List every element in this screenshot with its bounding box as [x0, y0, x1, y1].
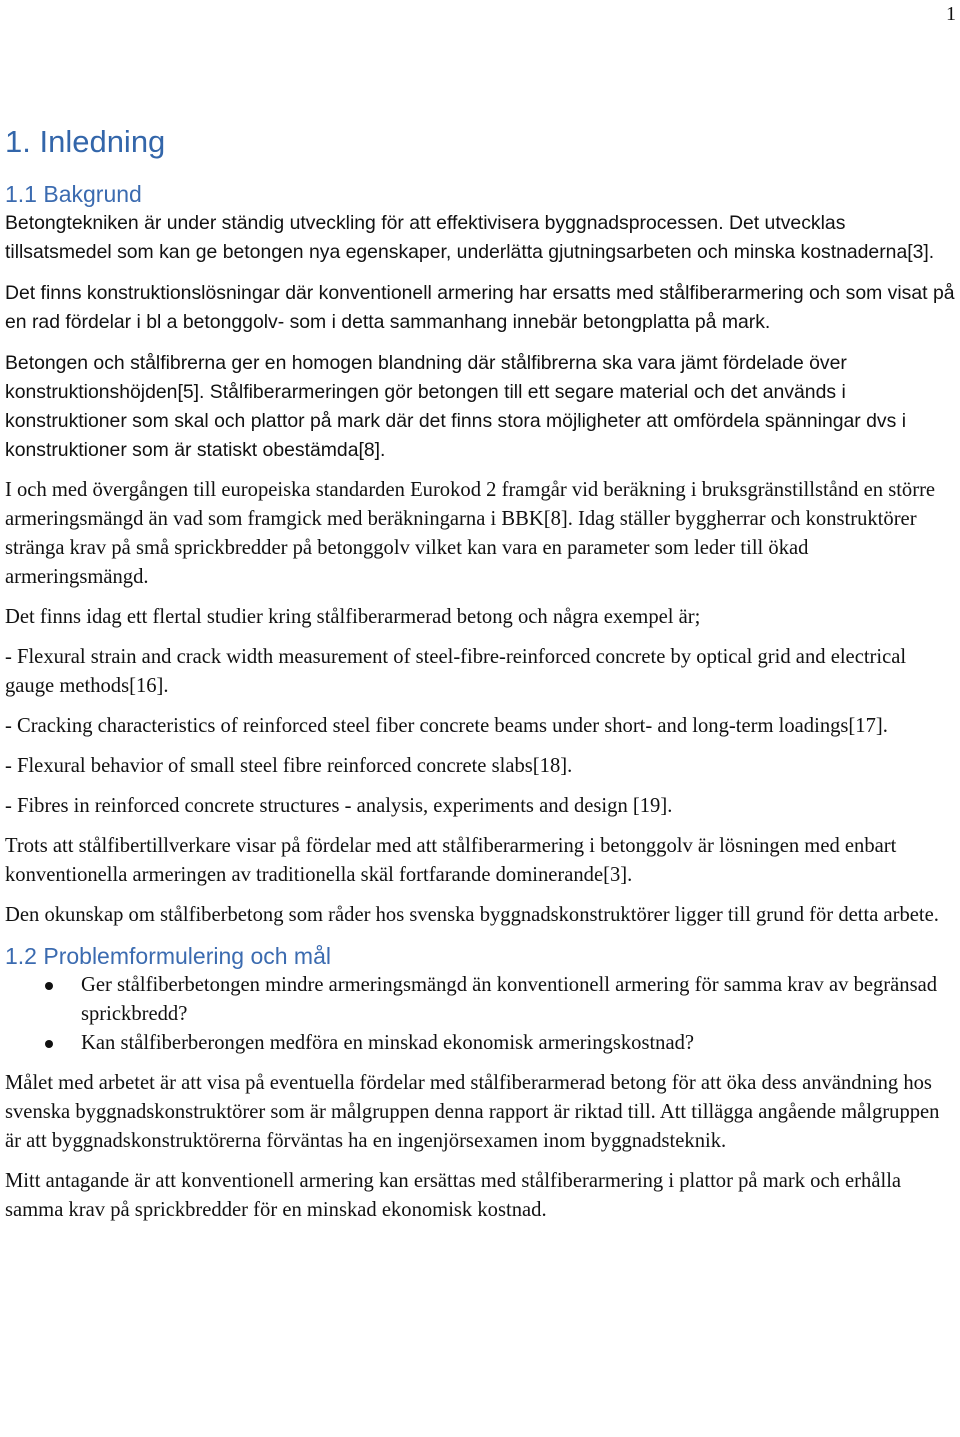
- question-list: [5, 971, 957, 1058]
- paragraph-trots: Trots att stålfibertillverkare visar på fördelar med att stålfiberarmering i betonggolv är lösningen med enbart konventionella armeringen av traditionella skäl fortfarande dominerande[3].: [5, 835, 897, 886]
- list-item-text: Kan stålfiberberongen medföra en minskad ekonomisk armeringskostnad?: [81, 1032, 695, 1054]
- list-item: [5, 971, 957, 1029]
- study-reference-18: - Flexural behavior of small steel fibre reinforced concrete slabs[18].: [5, 755, 573, 777]
- paragraph-betongtekniken: Betongtekniken är under ständig utveckling för att effektivisera byggnadsprocessen. Det utvecklas tillsatsmedel som kan ge betongen nya egenskaper, underlätta gjutningsarbeten och minska kostnaderna[3].: [5, 212, 935, 263]
- paragraph-malet: Målet med arbetet är att visa på eventuella fördelar med stålfiberarmerad betong för att öka dess användning hos svenska byggnadskonstruktörer som är målgruppen denna rapport är riktad till. Att tillägga angående målgruppen är att byggnadskonstruktörerna förväntas ha en ingenjörsexamen inom byggnadsteknik.: [5, 1072, 940, 1152]
- paragraph-studier-intro: Det finns idag ett flertal studier kring stålfiberarmerad betong och några exempel är;: [5, 606, 701, 628]
- study-reference-17: - Cracking characteristics of reinforced steel fiber concrete beams under short- and long-term loadings[17].: [5, 715, 888, 737]
- paragraph-homogen-blandning: Betongen och stålfibrerna ger en homogen blandning där stålfibrerna ska vara jämt fördelade över konstruktionshöjden[5]. Stålfiberarmeringen gör betongen till ett segare material och det används i konstruktioner som skal och plattor på mark där det finns stora möjligheter att omfördela spänningar dvs i konstruktioner som är statiskt obestämda[8].: [5, 352, 907, 461]
- chapter-heading: 1. Inledning: [5, 124, 166, 159]
- list-item: [5, 1029, 957, 1058]
- study-reference-19: - Fibres in reinforced concrete structures - analysis, experiments and design [19].: [5, 795, 673, 817]
- list-item-text: Ger stålfiberbetongen mindre armeringsmängd än konventionell armering för samma krav av begränsad sprickbredd?: [81, 974, 938, 1025]
- bullet-icon: [45, 1040, 53, 1048]
- page-number: 1: [946, 3, 956, 25]
- section-heading-problemformulering: 1.2 Problemformulering och mål: [5, 943, 331, 969]
- section-heading-bakgrund: 1.1 Bakgrund: [5, 181, 142, 207]
- page-content: [5, 118, 957, 1225]
- study-reference-16: - Flexural strain and crack width measurement of steel-fibre-reinforced concrete by optical grid and electrical gauge methods[16].: [5, 646, 907, 697]
- paragraph-konstruktionslosningar: Det finns konstruktionslösningar där konventionell armering har ersatts med stålfiberarmering och som visat på en rad fördelar i bl a betonggolv- som i detta sammanhang innebär betongplatta på mark.: [5, 282, 955, 333]
- paragraph-antagande: Mitt antagande är att konventionell armering kan ersättas med stålfiberarmering i plattor på mark och erhålla samma krav på sprickbredder för en minskad ekonomisk kostnad.: [5, 1170, 902, 1221]
- bullet-icon: [45, 982, 53, 990]
- paragraph-okunskap: Den okunskap om stålfiberbetong som råder hos svenska byggnadskonstruktörer ligger till grund för detta arbete.: [5, 904, 939, 926]
- paragraph-eurokod: I och med övergången till europeiska standarden Eurokod 2 framgår vid beräkning i bruksgränstillstånd en större armeringsmängd än vad som framgick med beräkningarna i BBK[8]. Idag ställer byggherrar och konstruktörer stränga krav på små sprickbredder på betonggolv vilket kan vara en parameter som leder till ökad armeringsmängd.: [5, 479, 936, 588]
